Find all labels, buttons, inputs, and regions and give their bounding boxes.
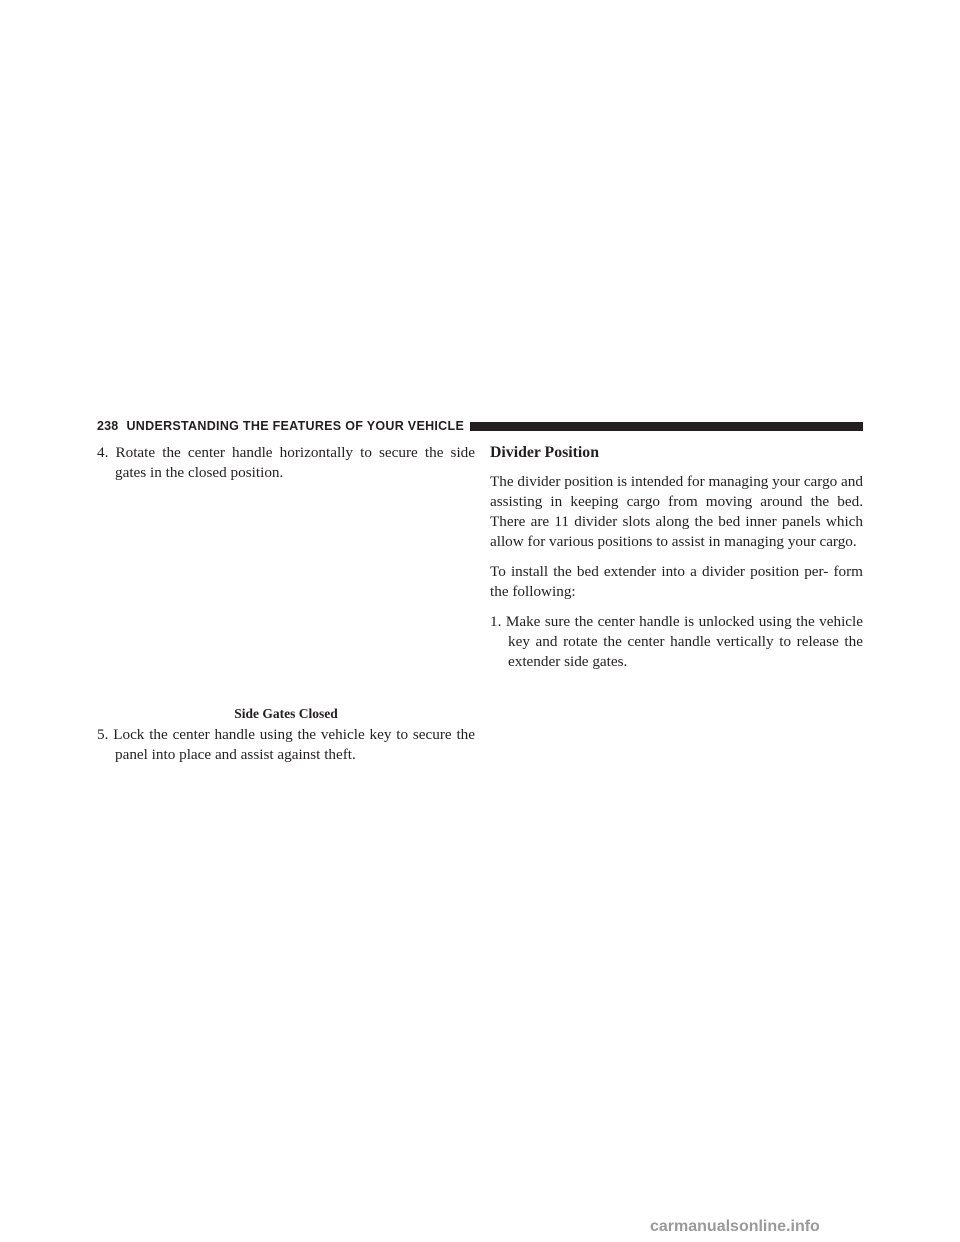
page-number: 238 bbox=[97, 419, 119, 433]
left-column bbox=[97, 443, 475, 483]
paragraph-divider-intro: The divider position is intended for managing your cargo and assisting in keeping cargo from moving around the bed. There are 11 divider slots along the bed inner panels which allow for various positions to assist in managing your cargo. bbox=[490, 473, 863, 550]
step-4: 4. Rotate the center handle horizontally to secure the side gates in the closed position. bbox=[97, 444, 475, 481]
paragraph-install-intro: To install the bed extender into a divider position per- form the following: bbox=[490, 563, 863, 600]
chapter-title: UNDERSTANDING THE FEATURES OF YOUR VEHICLE bbox=[126, 419, 465, 433]
figure-caption: Side Gates Closed bbox=[234, 706, 338, 721]
right-column bbox=[490, 443, 863, 682]
step-5: 5. Lock the center handle using the vehicle key to secure the panel into place and assist against theft. bbox=[97, 726, 475, 763]
section-heading: Divider Position bbox=[490, 444, 599, 461]
step-1: 1. Make sure the center handle is unlocked using the vehicle key and rotate the center handle vertically to release the extender side gates. bbox=[490, 613, 863, 670]
watermark-link[interactable]: carmanualsonline.info bbox=[650, 1218, 820, 1235]
page-header bbox=[97, 417, 863, 435]
header-rule bbox=[470, 422, 863, 431]
step-5-container bbox=[97, 725, 475, 765]
